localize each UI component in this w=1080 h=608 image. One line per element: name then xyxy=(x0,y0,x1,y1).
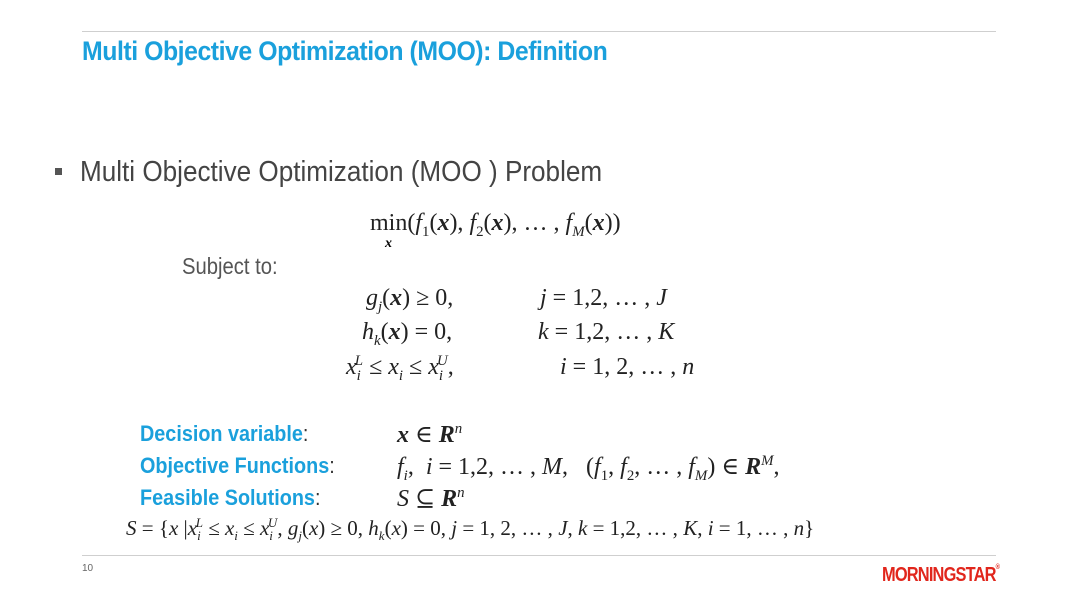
definition-label-decision: Decision variable: xyxy=(140,421,309,446)
morningstar-logo xyxy=(882,564,999,587)
page-number: 10 xyxy=(82,563,94,574)
definition-label-feasible: Feasible Solutions: xyxy=(140,485,321,510)
objective-formula: $\min(f_1(x)$, $f_2(x)$, … , $f_M(x)$) xyxy=(370,210,621,240)
subject-to-label: Subject to: xyxy=(182,253,278,279)
min-subscript: x xyxy=(385,236,392,251)
top-divider xyxy=(82,31,996,32)
definition-label-objective: Objective Functions: xyxy=(140,453,335,478)
slide-title: Multi Objective Optimization (MOO): Definition xyxy=(82,36,608,66)
definition-expr-decision: x ∈ $R^n$ xyxy=(397,421,463,448)
constraint-h-range: k = 1,2, … , K xyxy=(538,319,675,345)
bullet-text: Multi Objective Optimization (MOO ) Problem xyxy=(80,156,603,188)
registered-mark: ® xyxy=(995,564,1000,571)
constraint-g-lhs: $g_j(x) \ge 0$, xyxy=(366,285,454,315)
feasible-set-formula: S = {x $|x_i^L \le x_i \le x_i^U$, $g_j(x) \ge 0$, $h_k(x) = 0$, j = 1, 2, … , J, k = 1,2, … , K, i = 1, … , n} xyxy=(126,515,815,544)
constraint-bounds-lhs: $x_i^L \le x_i \le x_i^U$, xyxy=(346,353,454,384)
constraint-g-range: j = 1,2, … , J xyxy=(540,285,667,311)
bottom-divider xyxy=(82,555,996,556)
definition-expr-objective: $f_i$, i = 1,2, … , M, ($f_1$, $f_2$, … , $f_M$) ∈ $R^M$, xyxy=(397,453,780,484)
logo-text: MORNINGSTAR xyxy=(882,564,996,586)
definition-expr-feasible: S ⊆ $R^n$ xyxy=(397,485,465,512)
constraint-h-lhs: $h_k(x) = 0$, xyxy=(362,319,453,349)
bullet-square-icon xyxy=(55,168,62,175)
constraint-bounds-range: i = 1, 2, … , n xyxy=(560,354,695,380)
